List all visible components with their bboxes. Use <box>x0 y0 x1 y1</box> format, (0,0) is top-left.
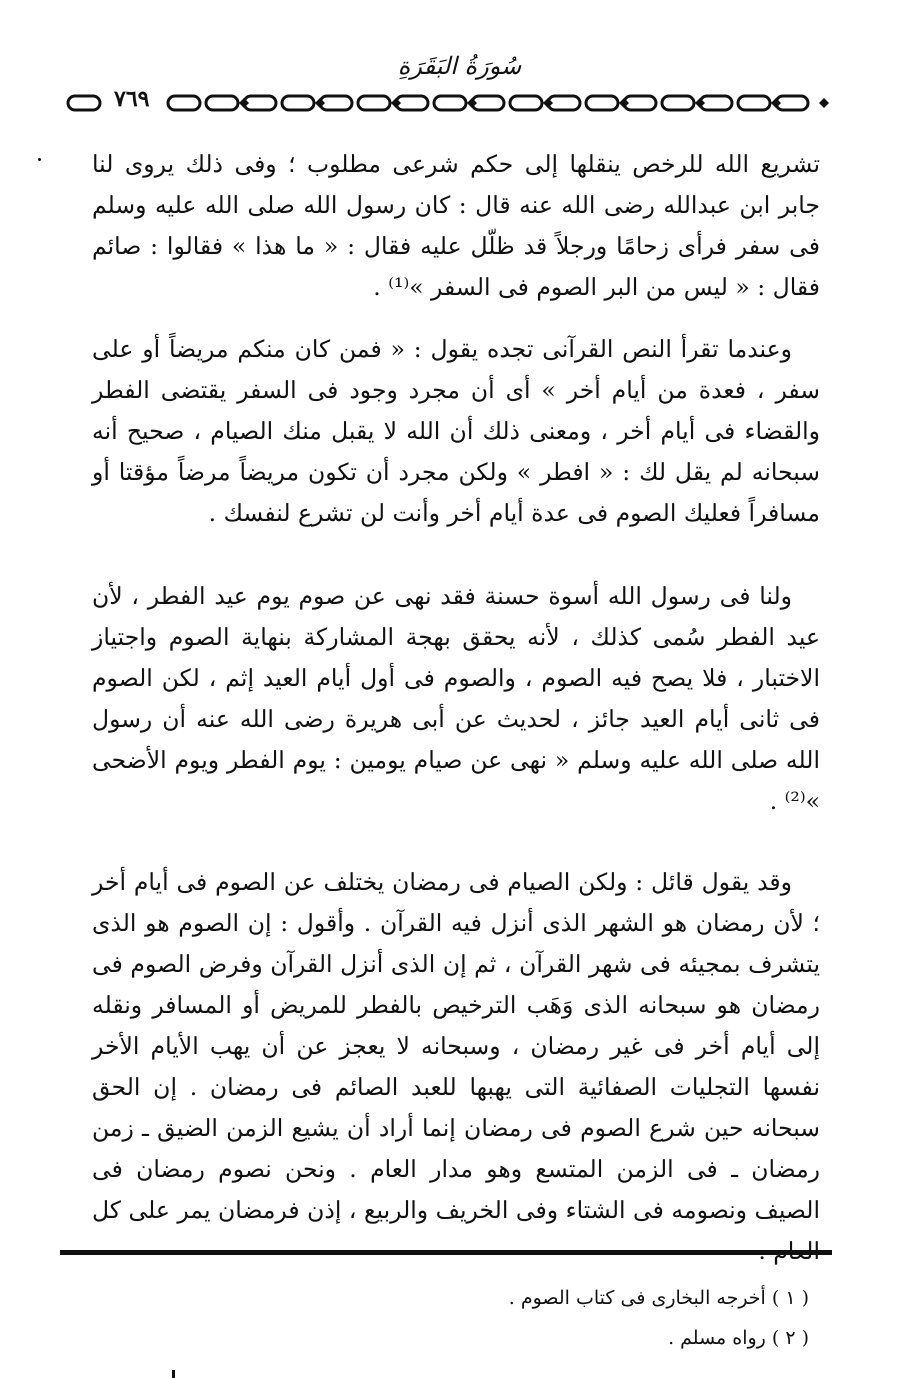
ornament-chain <box>62 88 832 118</box>
ornament-oval <box>434 96 466 110</box>
ornament-oval <box>738 96 770 110</box>
footnotes <box>309 1278 809 1358</box>
ornament-oval <box>206 96 238 110</box>
ornament-oval <box>662 96 694 110</box>
ornament-diamond <box>819 98 829 108</box>
footnote-divider <box>60 1250 832 1255</box>
page-number: ٧٦٩ <box>110 86 153 112</box>
header-ornament-border <box>62 88 832 118</box>
scan-speck <box>172 1370 175 1378</box>
paragraph-4: وقد يقول قائل : ولكن الصيام فى رمضان يختلف عن الصوم فى أيام أخر ؛ لأن رمضان هو الشهر الذى أنزل فيه القرآن . وأقول : إن الصوم هو الذى يتشرف بمجيئه فى شهر القرآن ، ثم إن الذى أنزل القرآن وفرض الصوم فى رمضان هو سبحانه الذى وَهَب الترخيص بالفطر للمريض أو المسافر ونقله إلى أيام أخر فى غير رمضان ، وسبحانه لا يعجز عن أن يهب الأيام الأخر نفسها التجليات الصفائية التى يهبها للعبد الصائم فى رمضان . إن الحق سبحانه حين شرع الصوم فى رمضان إنما أراد أن يشيع الزمن الضيق ـ زمن رمضان ـ فى الزمن المتسع وهو مدار العام . ونحن نصوم رمضان فى الصيف ونصومه فى الشتاء وفى الخريف والربيع ، إذن فرمضان يمر على كل <box>92 868 820 1224</box>
sura-title: سُورَةُ البَقَرَةِ <box>397 52 522 80</box>
footnote-1: ( ١ ) أخرجه البخارى فى كتاب الصوم . <box>508 1287 809 1309</box>
ornament-oval <box>282 96 314 110</box>
ornament-oval <box>68 96 100 110</box>
footnote-2: ( ٢ ) رواه مسلم . <box>668 1327 809 1349</box>
ornament-oval <box>168 96 200 110</box>
ornament-oval <box>358 96 390 110</box>
paragraph-1: تشريع الله للرخص ينقلها إلى حكم شرعى مطلوب ؛ وفى ذلك يروى لنا جابر ابن عبدالله رضى الله عنه قال : كان رسول الله صلى الله عليه وسلم فى سفر فرأى زحامًا ورجلاً قد ظلّل عليه فقال : « ما هذا » فقالوا : صائم فقال : « ليس من البر الصوم فى السفر »⁽¹⁾ . <box>92 150 820 301</box>
ornament-oval <box>510 96 542 110</box>
ornament-oval <box>586 96 618 110</box>
paragraph-2: وعندما تقرأ النص القرآنى تجده يقول : « فمن كان منكم مريضاً أو على سفر ، فعدة من أيام أخر » أى أن مجرد وجود فى السفر يقتضى الفطر والقضاء فى أيام أخر ، ومعنى ذلك أن الله لا يقبل منك الصيام ، صحيح أنه سبحانه لم يقل لك : « افطر » ولكن مجرد أن تكون مريضاً مرضاً مؤقتا أو مسافراً فعليك الصوم فى عدة أيام أخر وأنت لن تشرع لنفسك . <box>92 335 820 527</box>
paragraph-3: ولنا فى رسول الله أسوة حسنة فقد نهى عن صوم يوم عيد الفطر ، لأن عيد الفطر سُمى كذلك ، لأنه يحقق بهجة المشاركة بنهاية الصوم واجتياز الاختبار ، فلا يصح فيه الصوم ، والصوم فى أول أيام العيد إثم ، لكن الصوم فى ثانى أيام العيد جائز ، لحديث عن أبى هريرة رضى الله عنه أن رسول الله صلى الله عليه وسلم « نهى عن صيام يومين : يوم الفطر ويوم الأضحى »⁽²⁾ . <box>92 582 820 815</box>
scan-speck <box>38 158 41 161</box>
main-text <box>92 144 820 1272</box>
